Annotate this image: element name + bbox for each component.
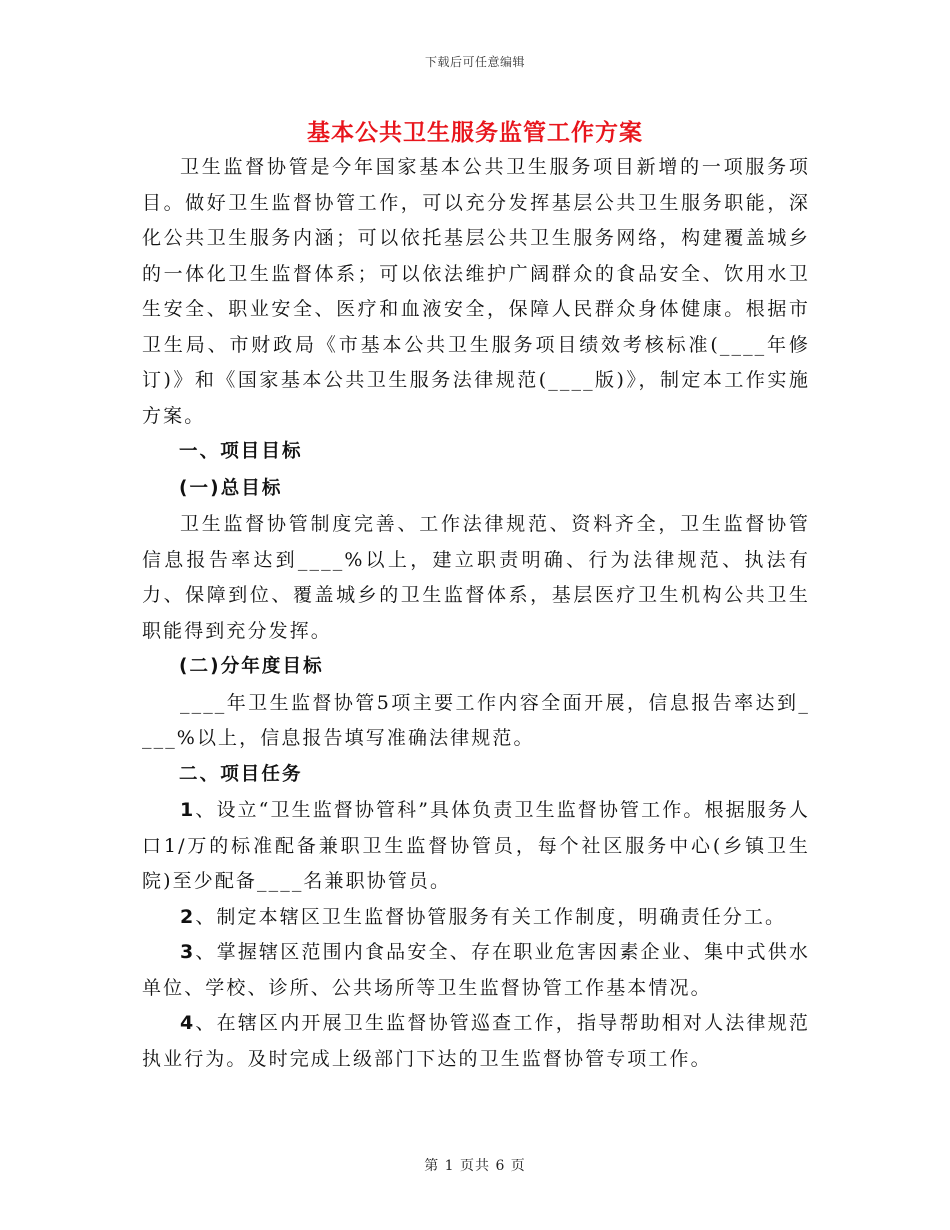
overall-goal-paragraph: 卫生监督协管制度完善、工作法律规范、资料齐全，卫生监督协管信息报告率达到____%以上，建立职责明确、行为法律规范、执法有力、保障到位、覆盖城乡的卫生监督体系，基层医疗卫生机构公共卫生职能得到充分发挥。 [142,513,810,642]
annual-goal-paragraph: ____年卫生监督协管5项主要工作内容全面开展，信息报告率达到____%以上，信息报告填写准确法律规范。 [142,691,810,749]
task-item-number: 3 [180,941,196,963]
intro-paragraph: 卫生监督协管是今年国家基本公共卫生服务项目新增的一项服务项目。做好卫生监督协管工作，可以充分发挥基层公共卫生服务职能，深化公共卫生服务内涵；可以依托基层公共卫生服务网络，构建覆盖城乡的一体化卫生监督体系；可以依法维护广阔群众的食品安全、饮用水卫生安全、职业安全、医疗和血液安全，保障人民群众身体健康。根据市卫生局、市财政局《市基本公共卫生服务项目绩效考核标准(____年修订)》和《国家基本公共卫生服务法律规范(____版)》，制定本工作实施方案。 [142,156,810,427]
task-item [142,935,810,1006]
subheading-overall-goal: (一)总目标 [179,477,283,499]
task-item [142,1006,810,1077]
header-note: 下载后可任意编辑 [424,55,525,69]
task-item-number: 1 [180,799,196,821]
task-item-number: 2 [180,905,196,928]
task-item [142,900,810,936]
task-item-text: 、掌握辖区范围内食品安全、存在职业危害因素企业、集中式供水单位、学校、诊所、公共场所等卫生监督协管工作基本情况。 [142,941,810,999]
task-item [142,793,810,900]
document-body [142,150,810,1077]
subheading-annual-goal: (二)分年度目标 [179,656,324,677]
section-heading-goals: 一、项目目标 [179,441,303,462]
task-item-text: 、设立“卫生监督协管科”具体负责卫生监督协管工作。根据服务人口1/万的标准配备兼职卫生监督协管员，每个社区服务中心(乡镇卫生院)至少配备____名兼职协管员。 [142,799,810,892]
section-heading-tasks: 二、项目任务 [179,763,303,785]
task-item-number: 4 [180,1012,196,1034]
task-item-text: 、在辖区内开展卫生监督协管巡查工作，指导帮助相对人法律规范执业行为。及时完成上级部门下达的卫生监督协管专项工作。 [142,1012,810,1070]
task-item-text: 、制定本辖区卫生监督协管服务有关工作制度，明确责任分工。 [195,905,787,928]
page-number-footer: 第 1 页共 6 页 [424,1158,526,1174]
document-title: 基本公共卫生服务监管工作方案 [307,119,643,146]
